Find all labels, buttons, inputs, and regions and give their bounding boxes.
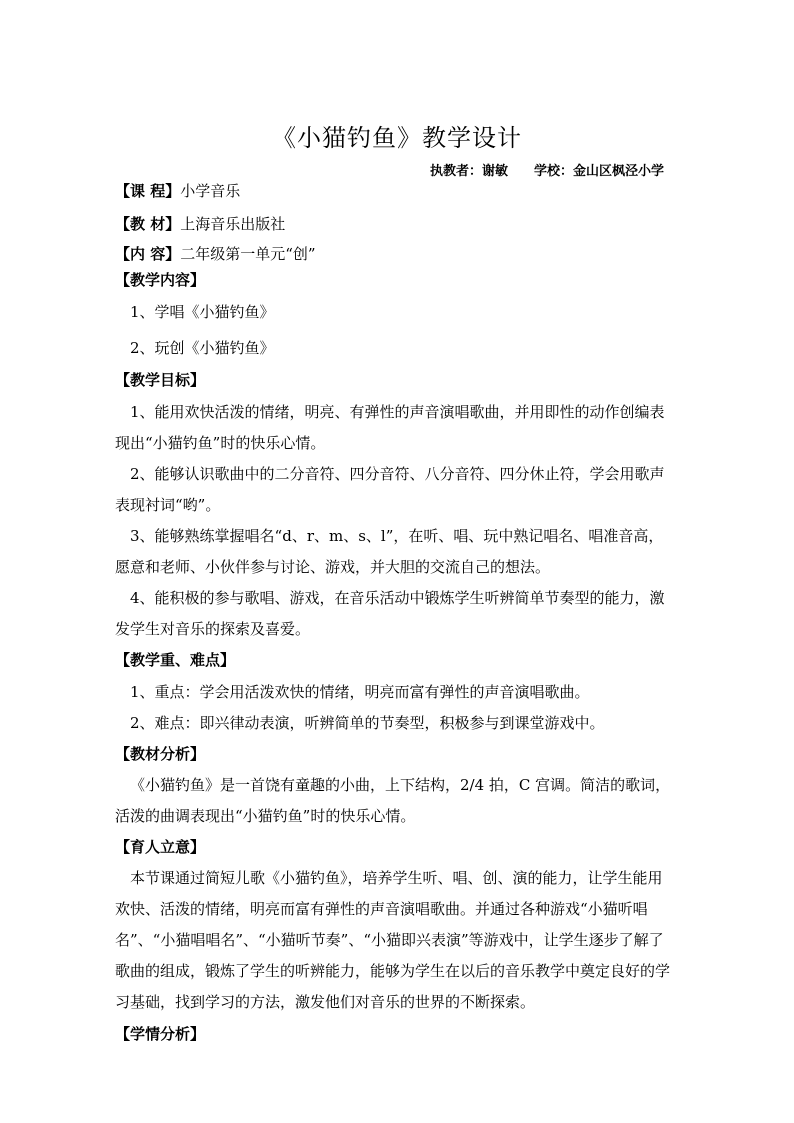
goal-4-line-2: 发学生对音乐的探索及喜爱。 [115, 620, 311, 638]
goal-1-line-2: 现出“小猫钓鱼”时的快乐心情。 [115, 434, 326, 452]
textbook-label: 【教 材】 [115, 215, 181, 233]
school-name: 学校：金山区枫泾小学 [534, 164, 665, 179]
education-intent-line-5: 习基础，找到学习的方法，激发他们对音乐的世界的不断探索。 [115, 993, 536, 1011]
goal-2-line-2: 表现衬词“哟”。 [115, 496, 221, 514]
textbook-row [115, 214, 285, 234]
goal-3-line-1: 3、能够熟练掌握唱名“d、r、m、s、l”，在听、唱、玩中熟记唱名、唱准音高， [130, 527, 664, 545]
section-heading-teaching-goals: 【教学目标】 [115, 371, 206, 389]
goal-4-line-1: 4、能积极的参与歌唱、游戏，在音乐活动中锻炼学生听辨简单节奏型的能力，激 [130, 589, 665, 607]
byline [430, 160, 664, 179]
education-intent-line-2: 欢快、活泼的情绪，明亮而富有弹性的声音演唱歌曲。并通过各种游戏“小猫听唱 [115, 900, 648, 918]
content-label: 【内 容】 [115, 245, 181, 263]
content-item-2: 2、玩创《小猫钓鱼》 [130, 339, 275, 357]
section-heading-material-analysis: 【教材分析】 [115, 745, 206, 763]
course-row [115, 181, 240, 201]
goal-3-line-2: 愿意和老师、小伙伴参与讨论、游戏，并大胆的交流自己的想法。 [115, 558, 551, 576]
teacher-name: 执教者：谢敏 [430, 164, 509, 179]
textbook-value: 上海音乐出版社 [180, 215, 286, 233]
course-label: 【课 程】 [115, 182, 181, 200]
section-heading-student-analysis: 【学情分析】 [115, 1025, 206, 1043]
goal-1-line-1: 1、能用欢快活泼的情绪，明亮、有弹性的声音演唱歌曲，并用即性的动作创编表 [130, 403, 665, 421]
key-point-2: 2、难点：即兴律动表演，听辨简单的节奏型，积极参与到课堂游戏中。 [130, 714, 605, 732]
material-analysis-line-2: 活泼的曲调表现出“小猫钓鱼”时的快乐心情。 [115, 807, 416, 825]
section-heading-education-intent: 【育人立意】 [115, 838, 206, 856]
section-heading-key-points: 【教学重、难点】 [115, 651, 236, 669]
content-item-1: 1、学唱《小猫钓鱼》 [130, 303, 275, 321]
content-row [115, 244, 316, 264]
key-point-1: 1、重点：学会用活泼欢快的情绪，明亮而富有弹性的声音演唱歌曲。 [130, 683, 590, 701]
document-title: 《小猫钓鱼》教学设计 [272, 124, 522, 152]
material-analysis-line-1: 《小猫钓鱼》是一首饶有童趣的小曲，上下结构，2/4 拍，C 宫调。简洁的歌词， [130, 776, 671, 794]
education-intent-line-4: 歌曲的组成，锻炼了学生的听辨能力，能够为学生在以后的音乐教学中奠定良好的学 [115, 962, 671, 980]
course-value: 小学音乐 [180, 182, 241, 200]
goal-2-line-1: 2、能够认识歌曲中的二分音符、四分音符、八分音符、四分休止符，学会用歌声 [130, 465, 665, 483]
education-intent-line-3: 名”、“小猫唱唱名”、“小猫听节奏”、“小猫即兴表演”等游戏中，让学生逐步了解了 [115, 931, 664, 949]
education-intent-line-1: 本节课通过简短儿歌《小猫钓鱼》，培养学生听、唱、创、演的能力，让学生能用 [130, 869, 663, 887]
content-value: 二年级第一单元“创” [180, 245, 316, 263]
section-heading-teaching-content: 【教学内容】 [115, 271, 206, 289]
